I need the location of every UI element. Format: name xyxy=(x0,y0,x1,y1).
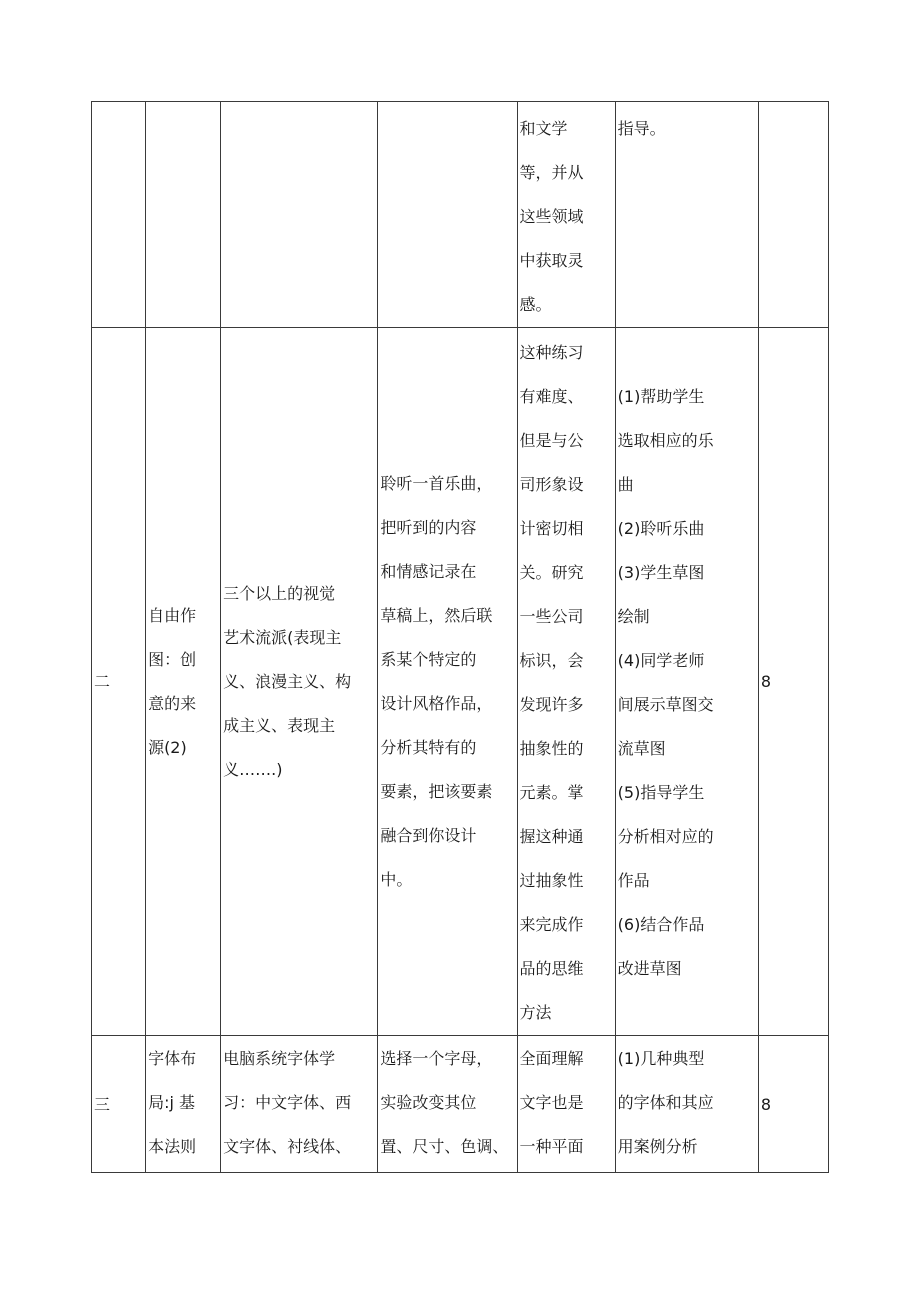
table-row xyxy=(92,328,829,1036)
hours-cell: 8 xyxy=(758,1036,828,1173)
steps-cell: 指导。 xyxy=(615,102,758,328)
steps-cell: (1)帮助学生 选取相应的乐 曲 (2)聆听乐曲 (3)学生草图 绘制 (4)同学老师 间展示草图交 流草图 (5)指导学生 分析相对应的 作品 (6)结合作品 改进草图 xyxy=(615,328,758,1036)
practice-cell xyxy=(378,102,517,328)
table-row xyxy=(92,1036,829,1173)
topic-cell: 自由作 图：创 意的来 源(2) xyxy=(146,328,221,1036)
goal-cell: 这种练习 有难度、 但是与公 司形象设 计密切相 关。研究 一些公司 标识，会 发现许多 抽象性的 元素。掌 握这种通 过抽象性 来完成作 品的思维 方法 xyxy=(517,328,615,1036)
practice-cell: 选择一个字母， 实验改变其位 置、尺寸、色调、 xyxy=(378,1036,517,1173)
goal-cell: 全面理解 文字也是 一种平面 xyxy=(517,1036,615,1173)
content-cell: 电脑系统字体学 习：中文字体、西 文字体、衬线体、 xyxy=(221,1036,378,1173)
week-cell: 三 xyxy=(92,1036,146,1173)
hours-cell xyxy=(758,102,828,328)
topic-cell xyxy=(146,102,221,328)
course-schedule-table xyxy=(91,101,829,1173)
hours-cell: 8 xyxy=(758,328,828,1036)
week-cell: 二 xyxy=(92,328,146,1036)
practice-cell: 聆听一首乐曲， 把听到的内容 和情感记录在 草稿上，然后联 系某个特定的 设计风格作品， 分析其特有的 要素，把该要素 融合到你设计 中。 xyxy=(378,328,517,1036)
table-row xyxy=(92,102,829,328)
steps-cell: (1)几种典型 的字体和其应 用案例分析 xyxy=(615,1036,758,1173)
content-cell xyxy=(221,102,378,328)
content-cell: 三个以上的视觉 艺术流派(表现主 义、浪漫主义、构 成主义、表现主 义…….) xyxy=(221,328,378,1036)
goal-cell: 和文学 等，并从 这些领域 中获取灵 感。 xyxy=(517,102,615,328)
topic-cell: 字体布 局:j 基 本法则 xyxy=(146,1036,221,1173)
week-cell xyxy=(92,102,146,328)
